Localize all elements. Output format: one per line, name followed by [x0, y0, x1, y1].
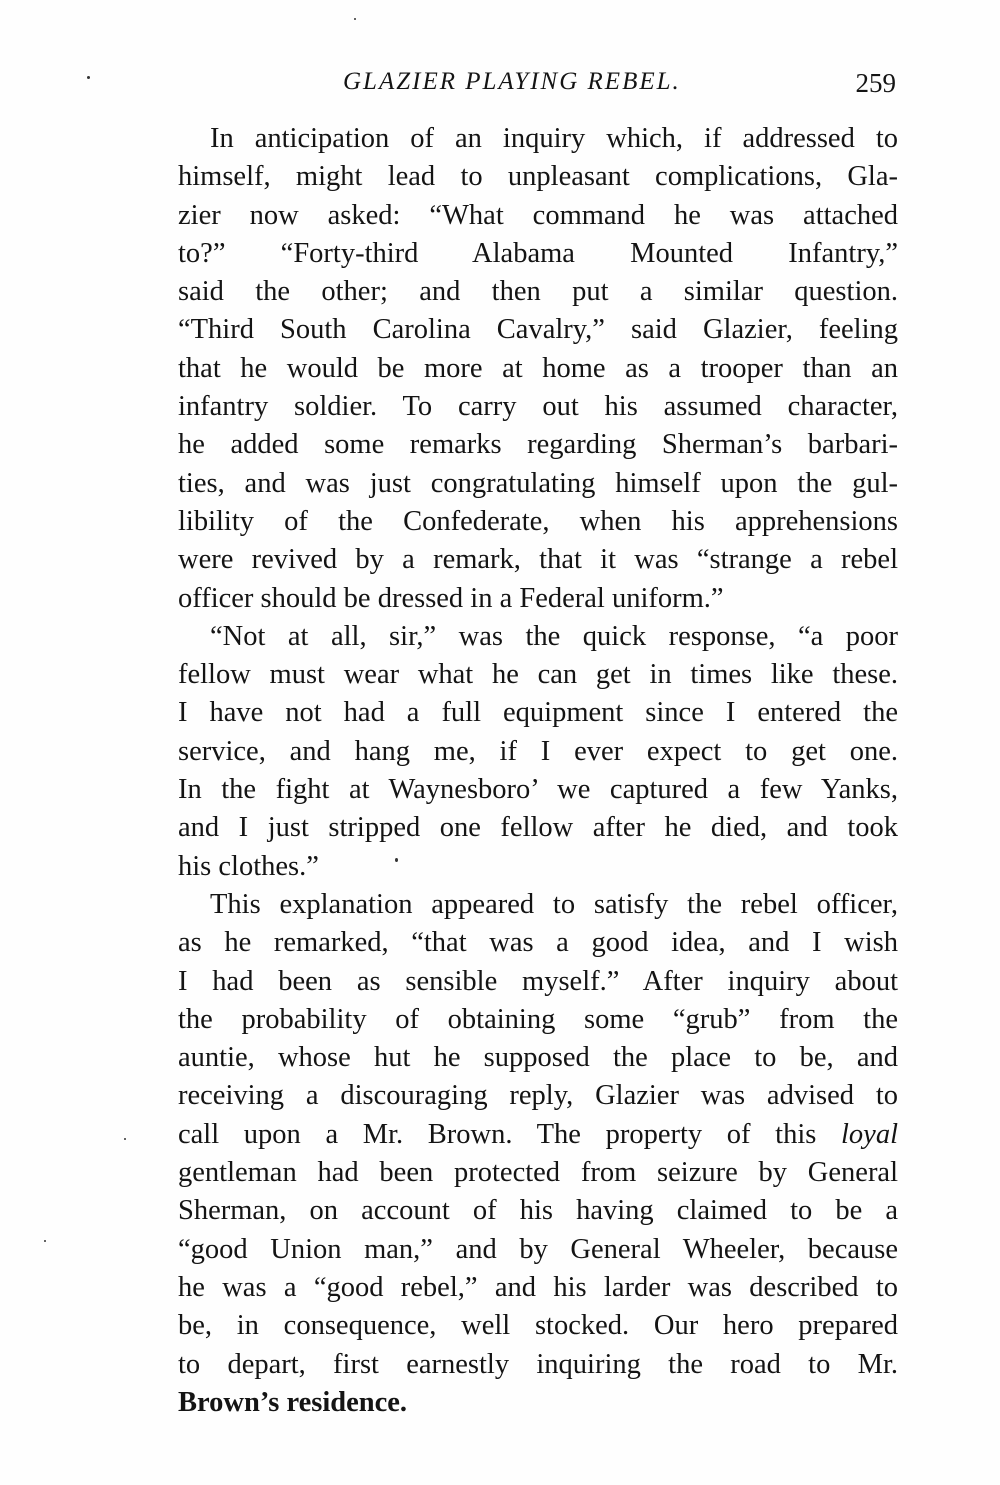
- text-line-with-italic: [178, 1116, 898, 1154]
- text-line: to depart, first earnestly inquiring the road to Mr.: [178, 1348, 898, 1380]
- body-text: [178, 120, 898, 1422]
- text-line: This explanation appeared to satisfy the rebel officer,: [210, 888, 898, 920]
- text-line: zier now asked: “What command he was attached: [178, 199, 898, 231]
- text-line: infantry soldier. To carry out his assumed character,: [178, 391, 898, 423]
- text-line: he was a “good rebel,” and his larder was described to: [178, 1271, 898, 1303]
- text-line: officer should be dressed in a Federal uniform.”: [178, 582, 724, 614]
- text-line: he added some remarks regarding Sherman’s barbari-: [178, 429, 898, 461]
- text-line: to?” “Forty-third Alabama Mounted Infantry,”: [178, 237, 898, 269]
- text-line: “Third South Carolina Cavalry,” said Glazier, feeling: [178, 314, 898, 346]
- print-speck: [354, 18, 356, 20]
- text-line: be, in consequence, well stocked. Our hero prepared: [178, 1310, 898, 1342]
- text-line: Sherman, on account of his having claimed to be a: [178, 1195, 898, 1227]
- print-speck: [44, 1240, 46, 1242]
- text-line: I had been as sensible myself.” After inquiry about: [178, 965, 898, 997]
- text-line: as he remarked, “that was a good idea, and I wish: [178, 927, 898, 959]
- text-line: fellow must wear what he can get in times like these.: [178, 659, 898, 691]
- text-line: his clothes.”: [178, 850, 319, 882]
- text-line: ties, and was just congratulating himself upon the gul-: [178, 467, 898, 499]
- text-line: In anticipation of an inquiry which, if addressed to: [210, 123, 898, 154]
- text-line: auntie, whose hut he supposed the place to be, and: [178, 1042, 898, 1074]
- text-line: the probability of obtaining some “grub” from the: [178, 1003, 898, 1035]
- text-line: libility of the Confederate, when his apprehensions: [178, 505, 898, 537]
- text-line: In the fight at Waynesboro’ we captured a few Yanks,: [178, 774, 898, 806]
- page-number: 259: [855, 68, 896, 98]
- text-line: himself, might lead to unpleasant complications, Gla-: [178, 161, 898, 193]
- text-line: “Not at all, sir,” was the quick response, “a poor: [210, 620, 898, 652]
- text-segment: call upon a Mr. Brown. The property of this: [178, 1118, 841, 1150]
- text-line: were revived by a remark, that it was “strange a rebel: [178, 544, 898, 576]
- text-line: I have not had a full equipment since I entered the: [178, 697, 898, 729]
- text-line: service, and hang me, if I ever expect to get one.: [178, 735, 898, 767]
- text-line: that he would be more at home as a trooper than an: [178, 352, 898, 384]
- text-line: Brown’s residence.: [178, 1386, 408, 1418]
- text-line: said the other; and then put a similar question.: [178, 276, 898, 308]
- text-line: gentleman had been protected from seizure by General: [178, 1157, 898, 1189]
- text-line: “good Union man,” and by General Wheeler, because: [178, 1233, 898, 1265]
- text-line: receiving a discouraging reply, Glazier was advised to: [178, 1080, 898, 1112]
- running-head: [178, 68, 898, 108]
- running-title: GLAZIER PLAYING REBEL.: [343, 68, 681, 95]
- text-line: and I just stripped one fellow after he died, and took: [178, 812, 898, 844]
- italic-word: loyal: [841, 1118, 898, 1150]
- print-speck: [124, 1138, 126, 1140]
- print-speck: [87, 76, 90, 79]
